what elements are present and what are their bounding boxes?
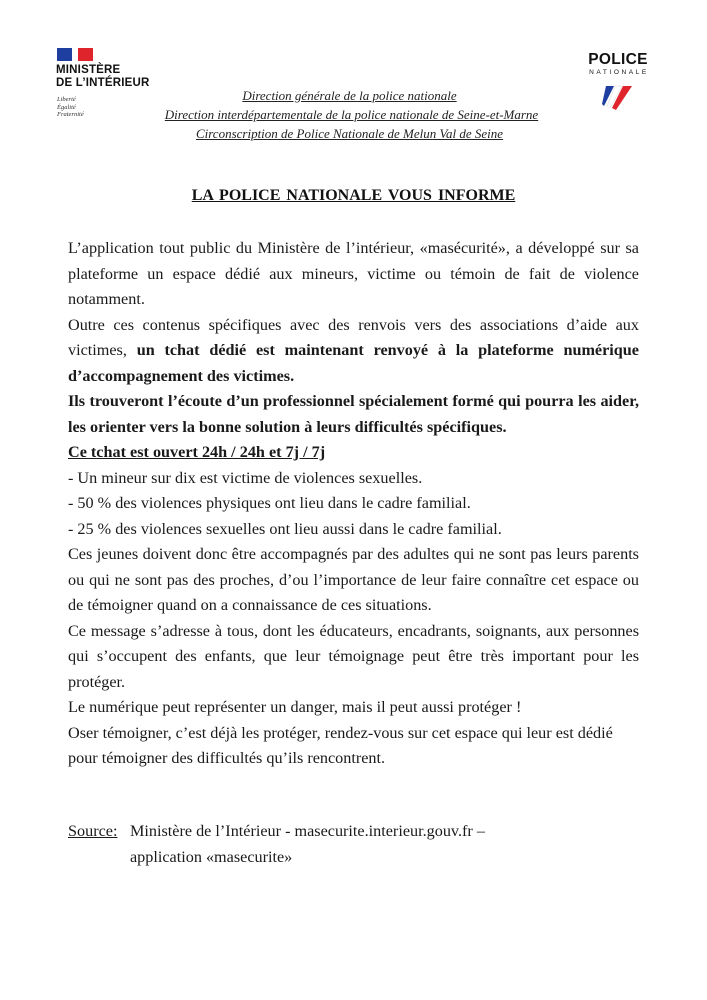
paragraph-tchat-bold: un tchat dédié est maintenant renvoyé à la plateforme numérique d’accompagnement des victimes.	[68, 341, 639, 385]
header-direction-generale: Direction générale de la police nationale	[242, 88, 457, 103]
stat-item: - Un mineur sur dix est victime de violences sexuelles.	[68, 468, 423, 487]
police-logo-word: POLICE	[588, 51, 648, 68]
marianne-flag-icon	[57, 48, 93, 61]
tchat-hours: Ce tchat est ouvert 24h / 24h et 7j / 7j	[68, 443, 326, 461]
paragraph-numerique: Le numérique peut représenter un danger, mais il peut aussi protéger !	[68, 698, 522, 716]
motto-liberte: Liberté	[57, 96, 76, 103]
paragraph-ecoute: Ils trouveront l’écoute d’un professionnel spécialement formé qui pourra les aider, les orienter vers la bonne solution à leurs difficultés spécifiques.	[68, 392, 639, 436]
source-line2: application «masecurite»	[130, 847, 293, 866]
header-circonscription: Circonscription de Police Nationale de Melun Val de Seine	[195, 126, 504, 141]
police-nationale-logo	[578, 52, 658, 77]
header-direction-interdepartementale: Direction interdépartementale de la police nationale de Seine-et-Marne	[164, 107, 539, 122]
motto-egalite: Égalité	[57, 103, 76, 111]
flag-blue-band	[57, 48, 72, 61]
source-line1: Ministère de l’Intérieur - masecurite.interieur.gouv.fr –	[130, 822, 485, 840]
ministry-name-line1: MINISTÈRE	[56, 64, 121, 76]
stat-item: - 25 % des violences sexuelles ont lieu aussi dans le cadre familial.	[68, 519, 502, 538]
flag-red-band	[78, 48, 93, 61]
ministry-logo-name	[56, 64, 150, 89]
paragraph-tchat-regular: Outre ces contenus spécifiques avec des renvois vers des associations d’aide aux victimes,	[68, 315, 639, 359]
paragraph-message: Ce message s’adresse à tous, dont les éducateurs, encadrants, soignants, aux personnes qui s’occupent des enfants, que leur témoignage peut être très important pour les protéger.	[68, 621, 639, 691]
source-block	[68, 819, 485, 870]
police-logo-subword: NATIONALE	[589, 69, 649, 76]
paragraph-tchat	[68, 313, 639, 390]
document-body	[68, 236, 639, 772]
paragraph-intro: L’application tout public du Ministère de l’intérieur, «masécurité», a développé sur sa plateforme un espace dédié aux mineurs, victime ou témoin de fait de violence notamment.	[68, 239, 639, 308]
page-title: LA POLICE NATIONALE VOUS INFORME	[191, 187, 516, 204]
stat-item: - 50 % des violences physiques ont lieu dans le cadre familial.	[68, 494, 471, 512]
paragraph-accompagnement: Ces jeunes doivent donc être accompagnés par des adultes qui ne sont pas leurs parents ou qui ne sont pas des proches, d’ou l’importance de leur faire connaître cet espace ou de témoigner quand on a connaissance de ces situations.	[68, 545, 639, 614]
ministry-name-line2: DE L’INTÉRIEUR	[56, 76, 150, 89]
source-label: Source:	[68, 822, 118, 840]
paragraph-temoigner: Oser témoigner, c’est déjà les protéger, rendez-vous sur cet espace qui leur est dédié pour témoigner des difficultés qu’ils rencontrent.	[68, 723, 613, 767]
motto-fraternite: Fraternité	[57, 111, 84, 118]
